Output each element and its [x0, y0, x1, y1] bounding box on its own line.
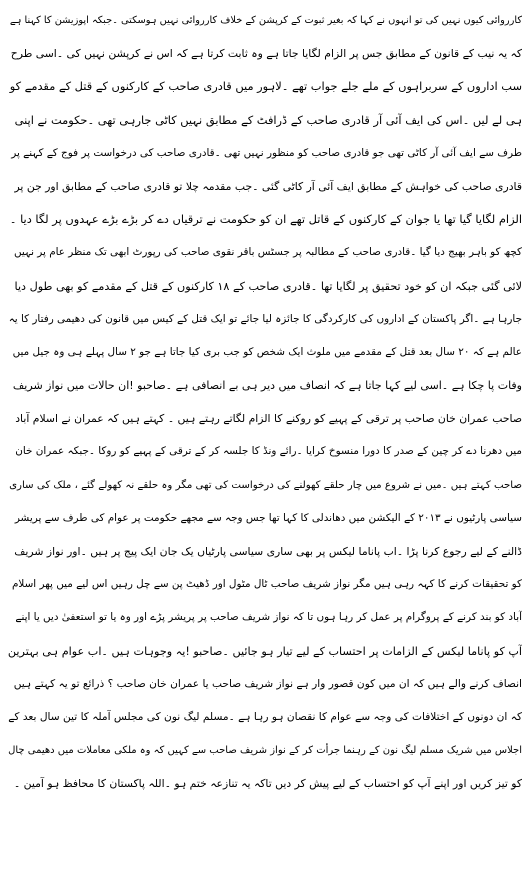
article-line: اجلاس میں شریک مسلم لیگ نون کے رہنما جرأت کر کے نواز شریف صاحب سے کہیں کہ وہ ملکی معاملات میں دھیمی چال	[8, 745, 522, 757]
article-line: کو تیز کریں اور اپنے آپ کو احتساب کے لیے پیش کر دیں تاکہ یہ تنازعہ ختم ہو ۔اللہ پاکستان کا محافظ ہو آمین ۔	[13, 777, 522, 791]
article-line: صاحب کہتے ہیں ۔میں نے شروع میں چار حلقے کھولنے کی درخواست کی تھی مگر وہ حلقے نہ کھولے گئے ، ملک کی ساری	[9, 479, 522, 491]
article-line: ڈالنے کے لیے رجوع کرنا پڑا ۔اب پاناما لیکس پر بھی ساری سیاسی پارٹیاں یک جان ایک پیج پر ہیں ۔اور نواز شریف	[14, 545, 522, 558]
article-line: کو تحقیقات کرنے کا کہہ رہی ہیں مگر نواز شریف صاحب ٹال مٹول اور ڈھیٹ پن سے چل رہیں اس لیے میں پھر اسلام	[11, 578, 522, 591]
article-line: آباد کو بند کرنے کے پروگرام پر عمل کر رہا ہوں تا کہ نواز شریف صاحب پر پریشر پڑے اور وہ یا تو استعفیٰ دیں یا اپنے	[15, 611, 522, 624]
article-line: صاحب عمران خان صاحب پر ترقی کے پہیے کو روکنے کا الزام لگاتے رہتے ہیں ۔ کہتے ہیں کہ عمران نے اسلام آباد	[15, 412, 522, 426]
article-line: ہی لے لیں ۔اس کی ایف آئی آر قادری صاحب کے ڈرافٹ کے مطابق نہیں کاٹی جارہی تھی ۔حکومت نے اپنی	[14, 112, 522, 127]
article-line: کہ یہ نیب کے قانون کے مطابق جس پر الزام لگایا جاتا ہے وہ ثابت کرتا ہے کہ اس نے کرپشن نہیں کی ۔اسی طرح	[10, 47, 522, 61]
article-line: وفات پا چکا ہے ۔اسی لیے کہا جاتا ہے کہ انصاف میں دیر ہی بے انصافی ہے ۔صاحبو !ان حالات میں نواز شریف	[12, 379, 522, 393]
article-line: کچھ کو باہر بھیج دیا گیا ۔قادری صاحب کے مطالبہ پر جسٹس باقر نقوی صاحب کی رپورٹ ابھی تک منظر عام پر نہیں	[13, 246, 522, 259]
article-line: انصاف کرنے والے ہیں کہ ان میں کون قصور وار ہے نواز شریف صاحب یا عمران خان صاحب ؟ ذرائع تو یہ کہتے ہیں	[13, 677, 522, 690]
article-line: قادری صاحب کی خواہش کے مطابق ایف آئی آر کاٹی گئی ۔جب مقدمہ چلا تو قادری صاحب کے مطابق اور جن پر	[14, 179, 522, 193]
article-line: طرف سے ایف آئی آر کاٹی تھی جو قادری صاحب کو منظور نہیں تھی ۔قادری صاحب کی درخواست پر فوج کے کہنے پر	[11, 146, 522, 159]
article-line: الزام لگایا گیا تھا یا جوان کے کارکنوں کے قاتل تھے ان کو حکومت نے ترقیاں دے کر بڑے بڑے عہدوں پر لگا دیا ۔	[9, 212, 522, 227]
article-line: سیاسی پارٹیوں نے ۲۰۱۳ کے الیکشن میں دھاندلی کا کہا تھا جس وجہ سے مجھے حکومت پر عوام کی طرف سے پریشر	[14, 511, 522, 524]
article-line: عالم ہے کہ ۲۰ سال بعد قتل کے مقدمے میں ملوث ایک شخص کو جب بری کیا جاتا ہے جو ۲ سال پہلے ہی وہ جیل میں	[12, 345, 522, 358]
article-line: سب اداروں کے سربراہوں کے ملے جلے جواب تھے ۔لاہور میں قادری صاحب کے کارکنوں کے قتل کے مقدمے کو	[9, 79, 522, 94]
article-line: کہ ان دونوں کے اختلافات کی وجہ سے عوام کا نقصان ہو رہا ہے ۔مسلم لیگ نون کی مجلس آملہ کا تین سال بعد کے	[8, 710, 522, 723]
article-line: میں دھرنا دے کر چین کے صدر کا دورا منسوخ کرایا ۔رائے ونڈ کا جلسہ کر کے ترقی کے پہیے کو روکا ۔جبکہ عمران خان	[15, 445, 522, 458]
article-line: جارہا ہے ۔اگر پاکستان کے اداروں کی کارکردگی کا جائزہ لیا جائے تو ایک قتل کے کیس میں قانون کی دھیمی رفتار کا یہ	[8, 312, 522, 325]
article-line: آپ کو پاناما لیکس کے الزامات پر احتساب کے لیے تیار ہو جائیں ۔صاحبو !یہ وجوہات ہیں ۔اب عوام ہی بہترین	[7, 644, 522, 658]
article-line: کارروائی کیوں نہیں کی تو انہوں نے کہا کہ بغیر ثبوت کے کرپشن کے خلاف کارروائی نہیں ہوسکتی ۔جبکہ اپوزیشن کا کہنا ہے	[9, 15, 522, 26]
article-line: لائی گئی جبکہ ان کو خود تحقیق پر لگایا تھا ۔قادری صاحب کے ۱۸ کارکنوں کے قتل کے مقدمے کو بھی طول دیا	[14, 279, 522, 293]
